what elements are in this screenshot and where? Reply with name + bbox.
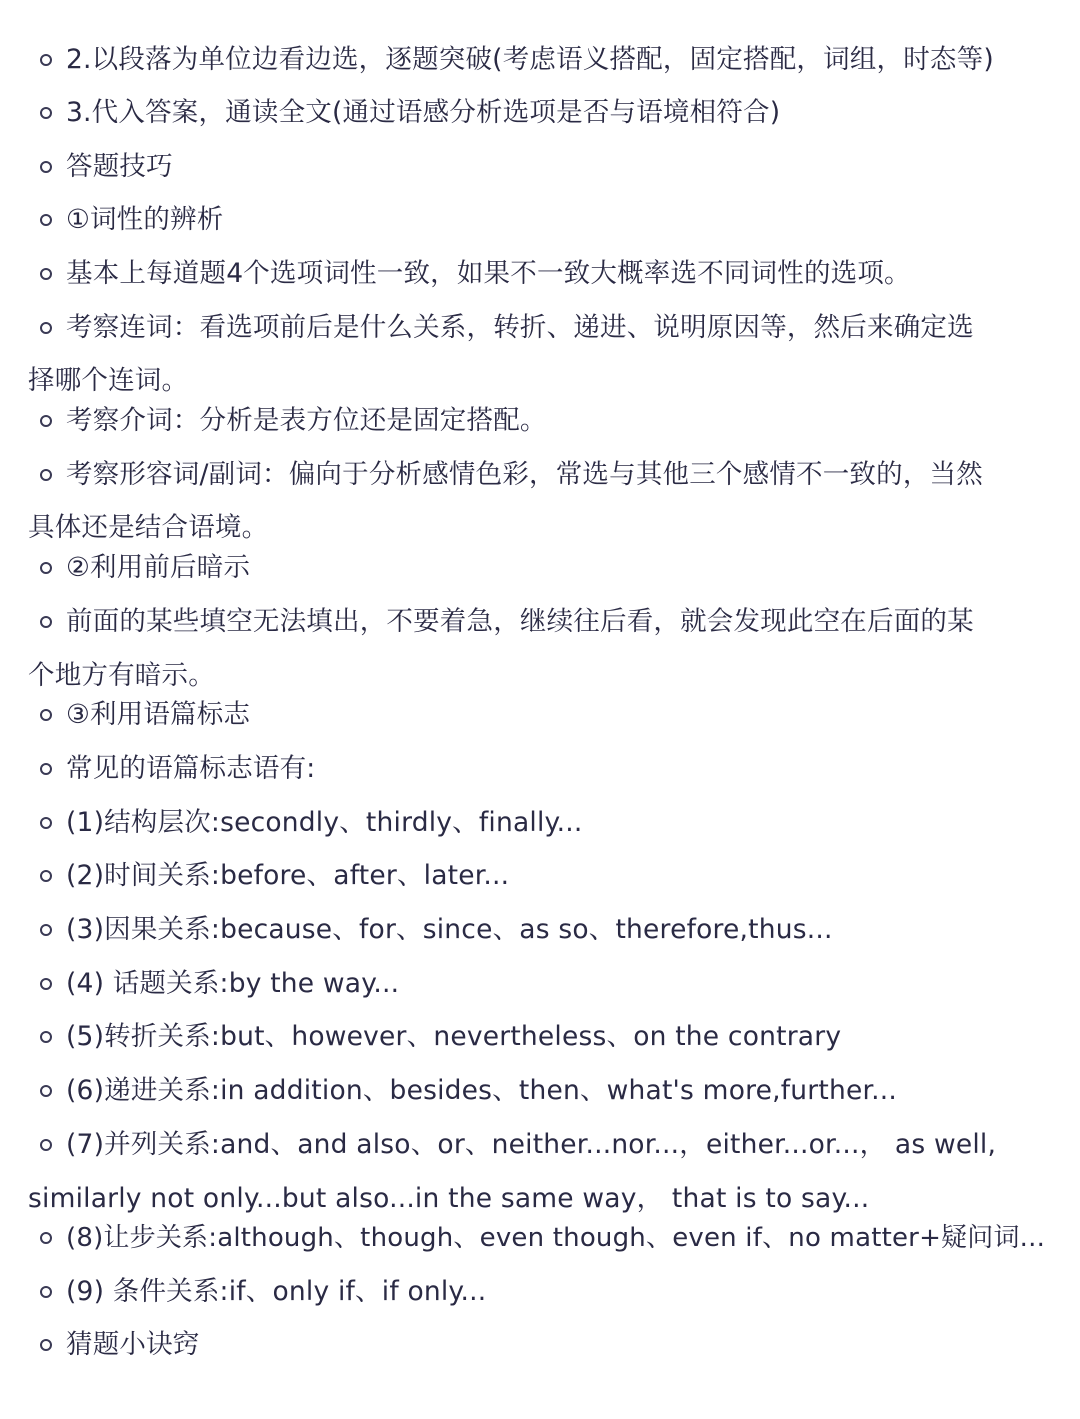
bullet-icon bbox=[40, 1232, 52, 1244]
bullet-icon bbox=[40, 1085, 52, 1097]
list-item bbox=[28, 456, 1056, 494]
bullet-icon bbox=[40, 978, 52, 990]
list-item bbox=[28, 1219, 1056, 1257]
list-item bbox=[28, 201, 1056, 239]
list-item-text: 前面的某些填空无法填出，不要着急，继续往后看，就会发现此空在后面的某 bbox=[66, 606, 974, 637]
list-item-text: 3.代入答案，通读全文(通过语感分析选项是否与语境相符合) bbox=[66, 97, 781, 128]
list-item-text: (3)因果关系:because、for、since、as so、therefore,thus... bbox=[66, 914, 833, 945]
bullet-icon bbox=[40, 1031, 52, 1043]
bullet-icon bbox=[40, 214, 52, 226]
list-item bbox=[28, 603, 1056, 641]
list-item-text: 基本上每道题4个选项词性一致，如果不一致大概率选不同词性的选项。 bbox=[66, 258, 911, 289]
list-item bbox=[28, 1018, 1056, 1056]
list-item-continuation bbox=[28, 509, 1056, 547]
list-item bbox=[28, 94, 1056, 132]
list-item-continuation bbox=[28, 657, 1056, 695]
list-item-text: (5)转折关系:but、however、nevertheless、on the contrary bbox=[66, 1021, 842, 1052]
list-item bbox=[28, 41, 1056, 79]
list-item bbox=[28, 911, 1056, 949]
list-item bbox=[28, 309, 1056, 347]
list-item-text: (9) 条件关系:if、only if、if only... bbox=[66, 1276, 487, 1307]
list-item bbox=[28, 402, 1056, 440]
list-item bbox=[28, 1072, 1056, 1110]
list-item bbox=[28, 549, 1056, 587]
list-item-text: 具体还是结合语境。 bbox=[28, 512, 269, 543]
list-item bbox=[28, 696, 1056, 734]
list-item bbox=[28, 965, 1056, 1003]
list-item-text: (6)递进关系:in addition、besides、then、what's more,further... bbox=[66, 1075, 897, 1106]
bullet-icon bbox=[40, 107, 52, 119]
bullet-icon bbox=[40, 924, 52, 936]
list-item-text: 2.以段落为单位边看边选，逐题突破(考虑语义搭配，固定搭配，词组，时态等) bbox=[66, 44, 994, 75]
bullet-icon bbox=[40, 415, 52, 427]
bullet-icon bbox=[40, 54, 52, 66]
bullet-icon bbox=[40, 161, 52, 173]
bullet-icon bbox=[40, 709, 52, 721]
bullet-icon bbox=[40, 763, 52, 775]
list-item-text: (2)时间关系:before、after、later... bbox=[66, 860, 510, 891]
list-item-text: ②利用前后暗示 bbox=[66, 552, 251, 583]
bullet-icon bbox=[40, 817, 52, 829]
list-item-text: 考察介词：分析是表方位还是固定搭配。 bbox=[66, 405, 547, 436]
list-item-text: 考察形容词/副词：偏向于分析感情色彩，常选与其他三个感情不一致的，当然 bbox=[66, 459, 983, 490]
list-item-text: 猜题小诀窍 bbox=[66, 1329, 200, 1360]
list-item bbox=[28, 1273, 1056, 1311]
list-item-text: ①词性的辨析 bbox=[66, 204, 224, 235]
list-item bbox=[28, 804, 1056, 842]
list-item-text: 择哪个连词。 bbox=[28, 365, 189, 396]
list-item-text: 个地方有暗示。 bbox=[28, 660, 215, 691]
bullet-icon bbox=[40, 268, 52, 280]
list-item-continuation bbox=[28, 1180, 1056, 1218]
bullet-icon bbox=[40, 870, 52, 882]
bullet-icon bbox=[40, 562, 52, 574]
bullet-icon bbox=[40, 469, 52, 481]
list-item-text: (1)结构层次:secondly、thirdly、finally... bbox=[66, 807, 583, 838]
list-item-text: 考察连词：看选项前后是什么关系，转折、递进、说明原因等，然后来确定选 bbox=[66, 312, 974, 343]
list-item bbox=[28, 255, 1056, 293]
bullet-icon bbox=[40, 1286, 52, 1298]
list-item-text: (4) 话题关系:by the way... bbox=[66, 968, 400, 999]
list-item bbox=[28, 148, 1056, 186]
bullet-icon bbox=[40, 322, 52, 334]
list-item-text: ③利用语篇标志 bbox=[66, 699, 251, 730]
bullet-icon bbox=[40, 1139, 52, 1151]
list-item-text: similarly not only...but also...in the same way， that is to say... bbox=[28, 1183, 870, 1214]
list-item-text: 答题技巧 bbox=[66, 151, 173, 182]
list-item-text: (8)让步关系:although、though、even though、even if、no matter+疑问词... bbox=[66, 1223, 1046, 1253]
bullet-icon bbox=[40, 616, 52, 628]
list-item-text: 常见的语篇标志语有: bbox=[66, 753, 316, 784]
list-item-text: (7)并列关系:and、and also、or、neither...nor...，either...or...， as well, bbox=[66, 1129, 997, 1160]
list-item-continuation bbox=[28, 362, 1056, 400]
bullet-icon bbox=[40, 1339, 52, 1351]
list-item bbox=[28, 1126, 1056, 1164]
list-item bbox=[28, 750, 1056, 788]
list-item bbox=[28, 1326, 1056, 1364]
list-item bbox=[28, 857, 1056, 895]
